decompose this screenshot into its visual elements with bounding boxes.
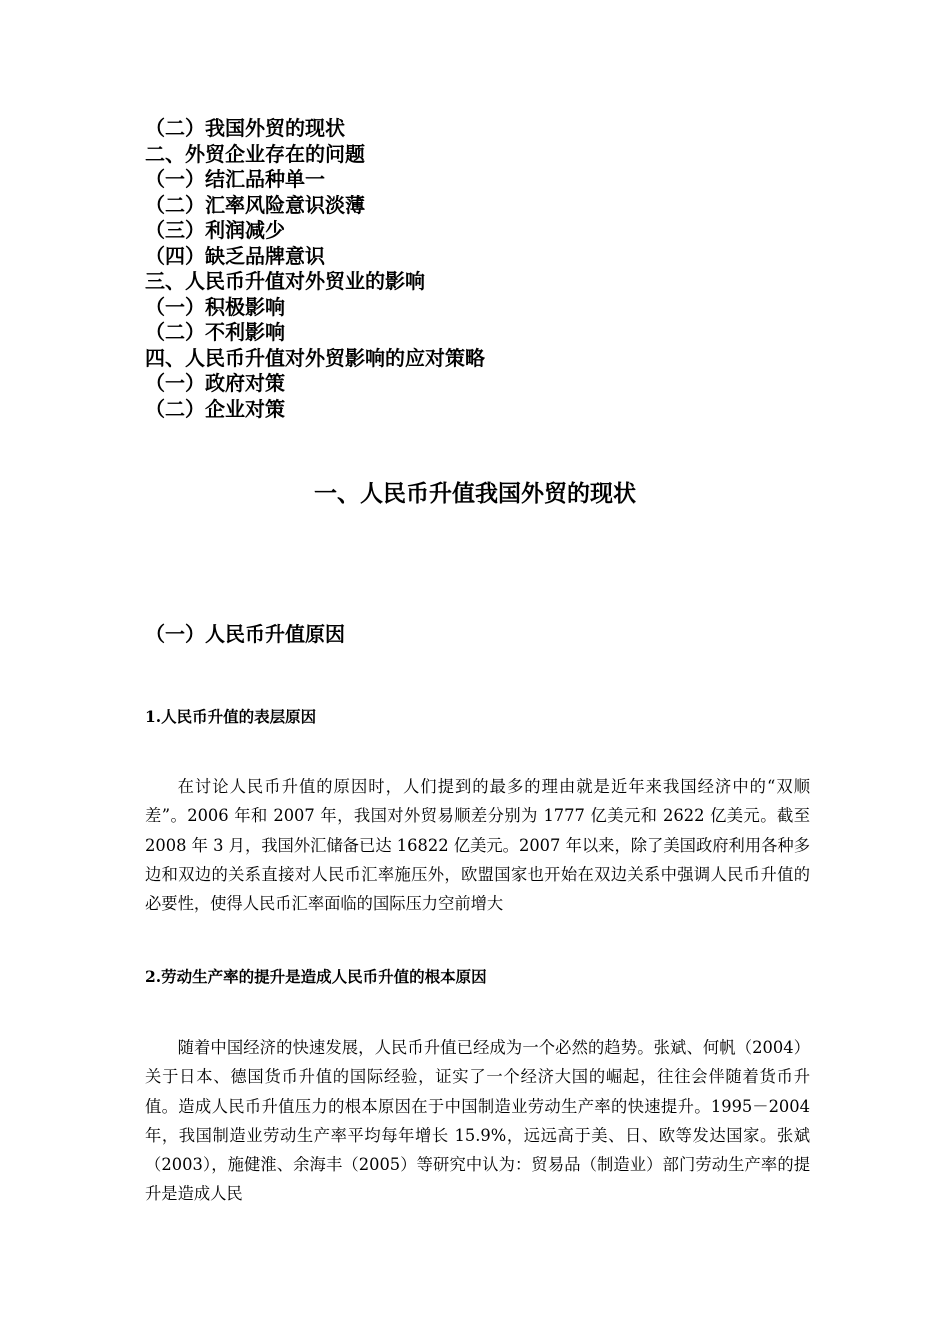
chapter-title: 一、人民币升值我国外贸的现状	[314, 481, 636, 507]
toc-entry: （二）汇率风险意识淡薄	[145, 192, 365, 217]
body-paragraph: 在讨论人民币升值的原因时，人们提到的最多的理由就是近年来我国经济中的“双顺差”。2006 年和 2007 年，我国对外贸易顺差分别为 1777 亿美元和 2622 亿美元。截至 2008 年 3 月，我国外汇储备已达 16822 亿美元。2007 年以来，除了美国政府利用各种多边和双边的关系直接对人民币汇率施压外，欧盟国家也开始在双边关系中强调人民币升值的必要性，使得人民币汇率面临的国际压力空前增大	[145, 777, 810, 914]
toc-entry: （三）利润减少	[145, 218, 285, 242]
toc-entry: （二）不利影响	[145, 320, 285, 344]
toc-entry: （一）政府对策	[145, 371, 285, 395]
body-paragraph: 随着中国经济的快速发展，人民币升值已经成为一个必然的趋势。张斌、何帆（2004）关于日本、德国货币升值的国际经验，证实了一个经济大国的崛起，往往会伴随着货币升值。造成人民币升值压力的根本原因在于中国制造业劳动生产率的快速提升。1995－2004 年，我国制造业劳动生产率平均每年增长 15.9%，远远高于美、日、欧等发达国家。张斌（2003），施健淮、余海丰（2005）等研究中认为：贸易品（制造业）部门劳动生产率的提升是造成人民	[145, 1038, 810, 1204]
toc-entry: （二）企业对策	[145, 396, 285, 421]
toc-entry: 二、外贸企业存在的问题	[145, 141, 365, 166]
toc-entry: 四、人民币升值对外贸影响的应对策略	[145, 345, 485, 370]
toc-entry: （二）我国外贸的现状	[145, 116, 345, 140]
table-of-contents	[145, 116, 805, 422]
toc-entry: （一）结汇品种单一	[145, 167, 325, 191]
toc-entry: （一）积极影响	[145, 294, 285, 319]
subsection-heading: 1.人民币升值的表层原因	[145, 707, 317, 726]
toc-entry: （四）缺乏品牌意识	[145, 243, 325, 268]
subsection-heading: 2.劳动生产率的提升是造成人民币升值的根本原因	[145, 967, 487, 986]
section-title: （一）人民币升值原因	[145, 622, 345, 646]
toc-entry: 三、人民币升值对外贸业的影响	[145, 269, 425, 293]
